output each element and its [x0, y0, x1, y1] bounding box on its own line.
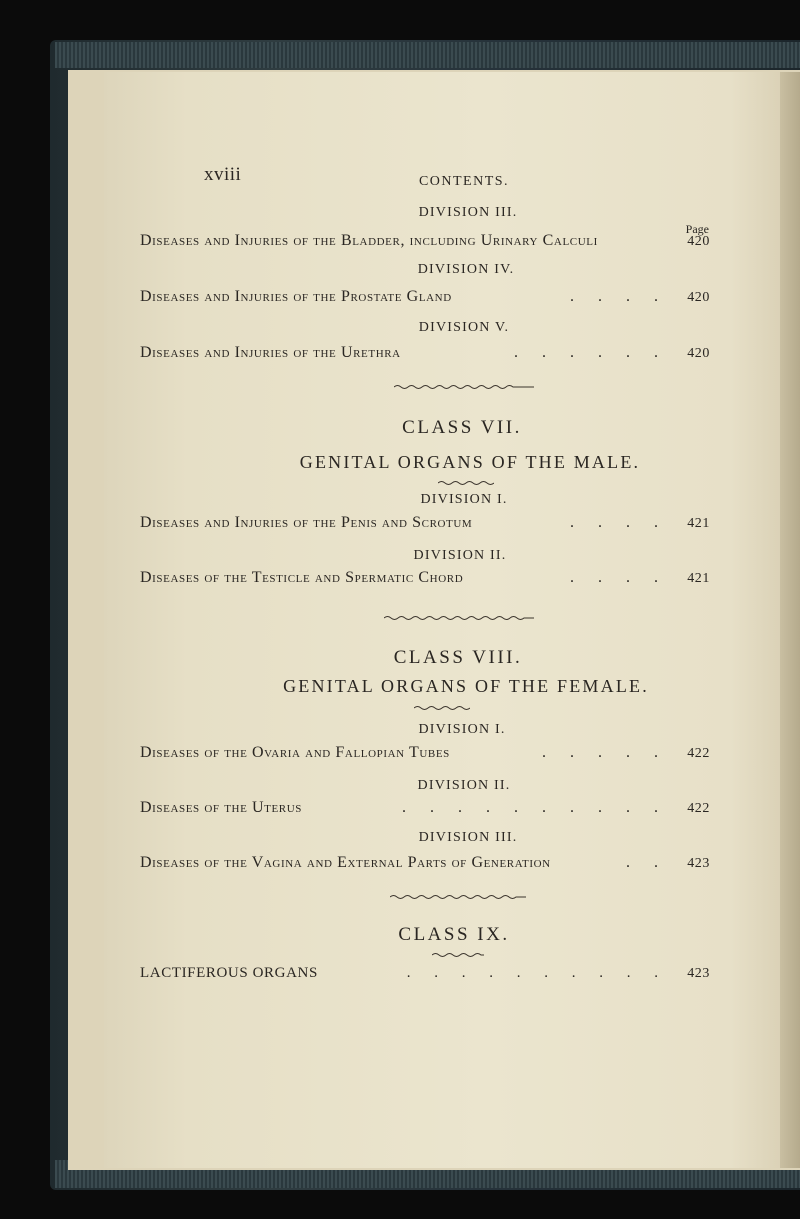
- toc-entry-title: Diseases and Injuries of the Prostate Gland: [140, 288, 452, 305]
- cover-edge-top: [55, 42, 800, 68]
- toc-entry-title: Diseases and Injuries of the Bladder, including Urinary Calculi: [140, 232, 598, 249]
- toc-entry-title: Diseases of the Testicle and Spermatic Chord: [140, 569, 464, 586]
- toc-entry[interactable]: [140, 514, 710, 532]
- toc-entry[interactable]: [140, 744, 710, 762]
- toc-entry-dots: . . . .: [570, 514, 668, 531]
- division-heading: DIVISION II.: [417, 778, 511, 793]
- toc-entry-page: 423: [687, 966, 710, 981]
- toc-entry-page: 422: [687, 801, 710, 816]
- page-edge: [780, 72, 800, 1168]
- wavy-rule-ornament: [438, 480, 494, 486]
- page-folio: xviii: [204, 164, 242, 185]
- toc-entry-dots: . . . . . .: [514, 344, 668, 361]
- toc-entry[interactable]: [140, 232, 710, 250]
- toc-entry-page: 422: [687, 746, 710, 761]
- toc-entry-dots: . . . .: [570, 569, 668, 586]
- class-heading: CLASS VII.: [402, 417, 522, 438]
- toc-entry-dots: . . . . .: [542, 744, 668, 761]
- toc-entry[interactable]: [140, 854, 710, 872]
- division-heading: DIVISION II.: [413, 548, 507, 563]
- toc-entry-title: Diseases and Injuries of the Penis and Scrotum: [140, 514, 473, 531]
- running-title: CONTENTS.: [418, 174, 510, 189]
- toc-entry-page: 423: [687, 856, 710, 871]
- wavy-rule-ornament: [384, 615, 534, 621]
- toc-entry-title: Diseases of the Uterus: [140, 799, 302, 816]
- toc-entry-page: 420: [687, 290, 710, 305]
- toc-entry-page: 420: [687, 346, 710, 361]
- division-heading: DIVISION I.: [418, 722, 506, 737]
- toc-entry-page: 420: [687, 234, 710, 249]
- toc-entry[interactable]: [140, 799, 710, 817]
- toc-entry-dots: . . . . . . . . . .: [406, 965, 668, 981]
- page-column-label: Page: [685, 222, 709, 236]
- division-heading: DIVISION III.: [418, 205, 518, 220]
- toc-entry-title: Diseases of the Vagina and External Parts of Generation: [140, 854, 551, 871]
- toc-entry-dots: . .: [626, 854, 668, 871]
- class-title: GENITAL ORGANS OF THE FEMALE.: [283, 676, 649, 696]
- wavy-rule-ornament: [432, 952, 484, 958]
- toc-entry-title: Diseases and Injuries of the Urethra: [140, 344, 401, 361]
- class-title: GENITAL ORGANS OF THE MALE.: [299, 452, 641, 472]
- contents-page: [104, 72, 800, 1168]
- toc-entry[interactable]: [140, 288, 710, 306]
- toc-entry[interactable]: [140, 965, 710, 982]
- division-heading: DIVISION III.: [418, 830, 518, 845]
- toc-entry-page: 421: [687, 571, 710, 586]
- toc-entry-page: 421: [687, 516, 710, 531]
- wavy-rule-ornament: [394, 384, 534, 390]
- wavy-rule-ornament: [390, 894, 526, 900]
- division-heading: DIVISION I.: [420, 492, 508, 507]
- wavy-rule-ornament: [414, 705, 470, 711]
- class-heading: CLASS IX.: [398, 924, 510, 945]
- division-heading: DIVISION V.: [418, 320, 510, 335]
- division-heading: DIVISION IV.: [417, 262, 515, 277]
- toc-entry-title: Diseases of the Ovaria and Fallopian Tubes: [140, 744, 450, 761]
- toc-entry-dots: . . . .: [570, 288, 668, 305]
- toc-entry[interactable]: [140, 569, 710, 587]
- toc-entry-title: LACTIFEROUS ORGANS: [140, 965, 318, 981]
- class-heading: CLASS VIII.: [393, 647, 523, 668]
- toc-entry[interactable]: [140, 344, 710, 362]
- toc-entry-dots: . . . . . . . . . .: [402, 799, 668, 816]
